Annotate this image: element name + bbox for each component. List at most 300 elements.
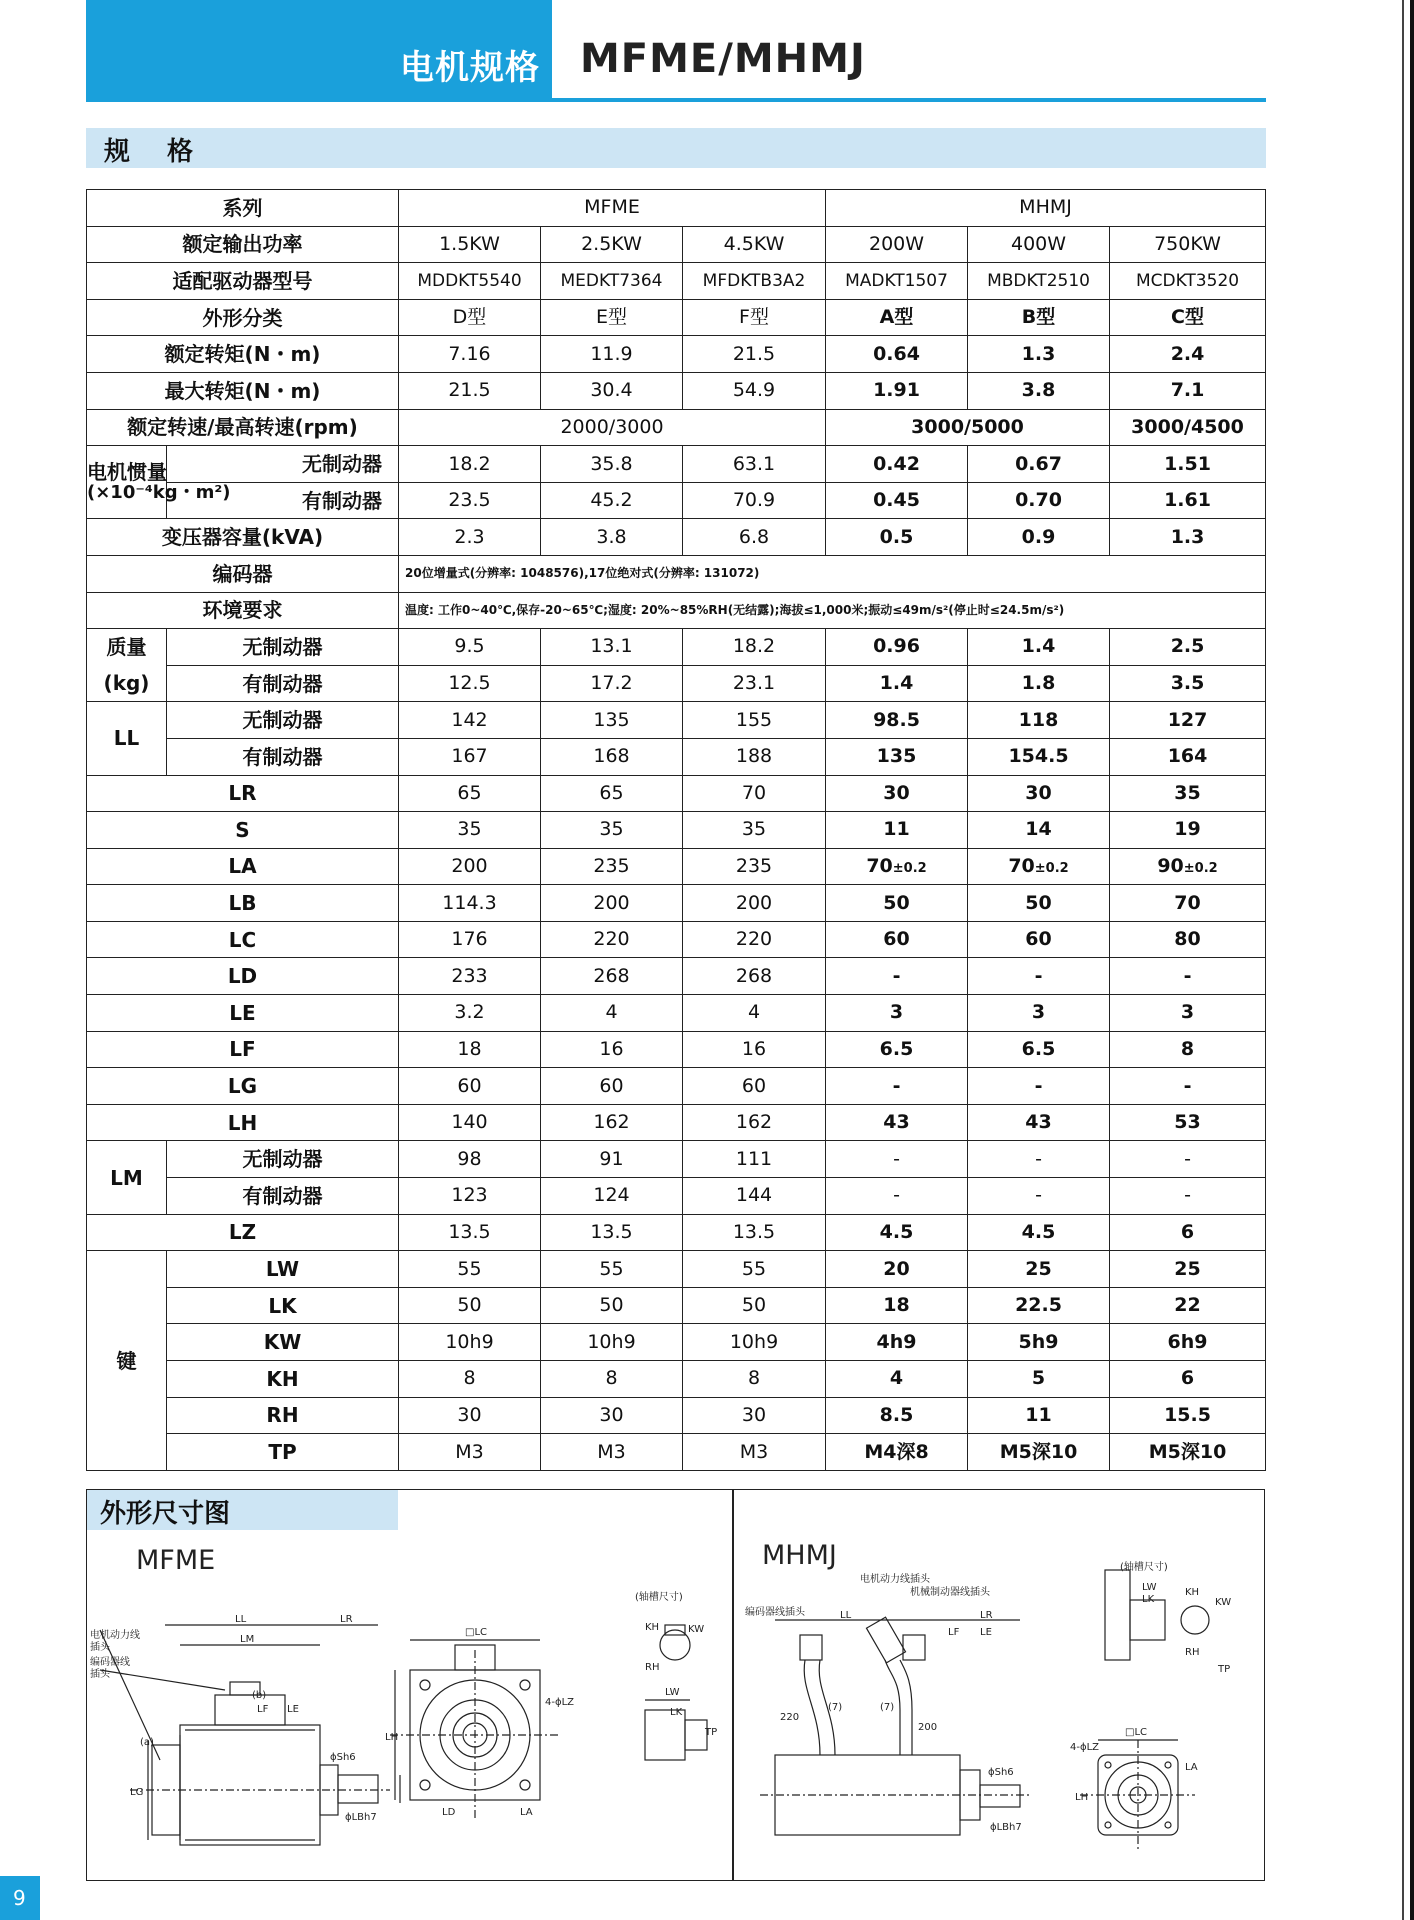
cell: 50 <box>399 1287 541 1324</box>
dimension-title: 外形尺寸图 <box>100 1499 231 1529</box>
mfme-cable1b: 插头 <box>90 1642 110 1653</box>
mhmj-cable3: 编码器线插头 <box>745 1607 805 1618</box>
mfme-lbl-lm: LM <box>240 1634 255 1645</box>
cell-label: 无制动器 <box>167 629 399 666</box>
mfme-lbl-lc: □LC <box>465 1627 488 1638</box>
page-title: 电机规格 <box>400 48 540 88</box>
model-title: MFME/MHMJ <box>580 36 866 82</box>
cell-label: RH <box>167 1397 399 1434</box>
dimension-rows <box>87 775 1266 1141</box>
mfme-lbl-lh: LH <box>385 1732 399 1743</box>
cell: 235 <box>683 848 826 885</box>
cell: 35 <box>399 812 541 849</box>
row-lm-wb <box>87 1178 1266 1215</box>
cell: 6h9 <box>1110 1324 1266 1361</box>
cell-label: 额定转矩(N・m) <box>87 336 399 373</box>
cell: 164 <box>1110 738 1266 775</box>
cell-label: 系列 <box>87 190 399 227</box>
cell: 750KW <box>1110 226 1266 263</box>
cell: 135 <box>541 702 683 739</box>
cell: 6.5 <box>968 1031 1110 1068</box>
mhmj-lbl-lf: LF <box>948 1627 960 1638</box>
cell-label: 额定输出功率 <box>87 226 399 263</box>
cell: - <box>826 1178 968 1215</box>
cell: 142 <box>399 702 541 739</box>
cell: 60 <box>541 1068 683 1105</box>
table-row <box>87 812 1266 849</box>
cell: 4 <box>826 1361 968 1398</box>
cell-label: 编码器 <box>87 555 399 592</box>
row-trans <box>87 519 1266 556</box>
table-row <box>87 1361 1266 1398</box>
cell: 4 <box>683 995 826 1032</box>
cell: 154.5 <box>968 738 1110 775</box>
cell: MCDKT3520 <box>1110 263 1266 300</box>
mhmj-drawing-label: MHMJ <box>762 1540 837 1571</box>
cell: 13.5 <box>683 1214 826 1251</box>
table-row <box>87 995 1266 1032</box>
cell: 1.3 <box>968 336 1110 373</box>
cell-label: 变压器容量(kVA) <box>87 519 399 556</box>
cell: 220 <box>683 921 826 958</box>
la-tolerance: ±0.2 <box>1183 861 1218 877</box>
cell-label: KH <box>167 1361 399 1398</box>
cell: 1.8 <box>968 665 1110 702</box>
row-lz <box>87 1214 1266 1251</box>
cell: - <box>968 958 1110 995</box>
cell: 4 <box>541 995 683 1032</box>
la-tolerance: ±0.2 <box>892 861 927 877</box>
cell: MFDKTB3A2 <box>683 263 826 300</box>
mfme-lbl-lg: LG <box>130 1787 144 1798</box>
cell-label: 适配驱动器型号 <box>87 263 399 300</box>
mhmj-cable2: 机械制动器线插头 <box>910 1587 990 1598</box>
cell: 17.2 <box>541 665 683 702</box>
cell-label: LC <box>87 921 399 958</box>
mfme-lbl-rh: RH <box>645 1662 660 1673</box>
cell: 3000/4500 <box>1110 409 1266 446</box>
row-lm-nb <box>87 1141 1266 1178</box>
row-inertia-wb <box>87 482 1266 519</box>
cell-label: LL <box>87 702 167 775</box>
table-row <box>87 1104 1266 1141</box>
cell: - <box>1110 1141 1266 1178</box>
mhmj-lbl-220: 220 <box>780 1712 800 1723</box>
cell-label: LF <box>87 1031 399 1068</box>
encoder-note: 20位增量式(分辨率: 1048576),17位绝对式(分辨率: 131072) <box>399 555 1266 592</box>
cell: 22 <box>1110 1287 1266 1324</box>
cell: - <box>1110 958 1266 995</box>
mhmj-dimension-drawing <box>740 1560 1260 1875</box>
la-value: 70 <box>1008 855 1035 878</box>
cell: 70 <box>683 775 826 812</box>
cell-label: 外形分类 <box>87 299 399 336</box>
cell: 1.3 <box>1110 519 1266 556</box>
cell: 25 <box>968 1251 1110 1288</box>
cell: 118 <box>968 702 1110 739</box>
row-mass-wb <box>87 665 1266 702</box>
env-note: 温度: 工作0~40℃,保存-20~65℃;湿度: 20%~85%RH(无结露);海拔≤1,000米;振动≤49m/s²(停止时≤24.5m/s²) <box>399 592 1266 629</box>
mass-label-1: 质量 <box>106 635 147 660</box>
cell: 0.67 <box>968 446 1110 483</box>
cell: C型 <box>1110 299 1266 336</box>
cell-label: LW <box>167 1251 399 1288</box>
cell: 11 <box>826 812 968 849</box>
cell: 50 <box>683 1287 826 1324</box>
cell: - <box>968 1141 1110 1178</box>
cell: 8.5 <box>826 1397 968 1434</box>
mfme-lbl-lk: LK <box>670 1707 683 1718</box>
mfme-lbl-lr: LR <box>340 1614 353 1625</box>
table-row <box>87 1068 1266 1105</box>
row-speed <box>87 409 1266 446</box>
cell: 8 <box>541 1361 683 1398</box>
cell: 6 <box>1110 1214 1266 1251</box>
cell: 10h9 <box>541 1324 683 1361</box>
mfme-lbl-le: LE <box>287 1704 299 1715</box>
cell: 0.96 <box>826 629 968 666</box>
cell: 162 <box>683 1104 826 1141</box>
table-row <box>87 921 1266 958</box>
page-number-tab <box>0 1876 40 1920</box>
mfme-lbl-lf: LF <box>257 1704 269 1715</box>
cell-label: LG <box>87 1068 399 1105</box>
mhmj-lbl-lh: LH <box>1075 1792 1089 1803</box>
cell-label <box>87 629 167 702</box>
cell: 2.3 <box>399 519 541 556</box>
cell: MEDKT7364 <box>541 263 683 300</box>
cell-label: LR <box>87 775 399 812</box>
mfme-drawing-label: MFME <box>136 1545 216 1576</box>
table-row <box>87 848 1266 885</box>
cell: - <box>968 1068 1110 1105</box>
cell: 70 <box>1110 885 1266 922</box>
cell: 19 <box>1110 812 1266 849</box>
cell: 5 <box>968 1361 1110 1398</box>
cell: 3.8 <box>968 372 1110 409</box>
mfme-lbl-kw: KW <box>688 1624 705 1635</box>
cell: 235 <box>541 848 683 885</box>
cell: 50 <box>826 885 968 922</box>
mfme-lbl-kh: KH <box>645 1622 660 1633</box>
cell-label: LB <box>87 885 399 922</box>
cell: 3 <box>968 995 1110 1032</box>
row-ll-nb <box>87 702 1266 739</box>
mhmj-lbl-lb: ϕLBh7 <box>990 1822 1022 1833</box>
la-tolerance: ±0.2 <box>1034 861 1069 877</box>
cell: 188 <box>683 738 826 775</box>
cell: - <box>826 1068 968 1105</box>
mfme-lbl-lw: LW <box>665 1687 680 1698</box>
section-bar <box>86 128 1266 168</box>
cell: 60 <box>683 1068 826 1105</box>
cell: 268 <box>683 958 826 995</box>
cell: - <box>826 958 968 995</box>
mfme-lbl-ld: LD <box>442 1807 456 1818</box>
mhmj-lbl-200: 200 <box>918 1722 938 1733</box>
cell-label: LH <box>87 1104 399 1141</box>
cell: 114.3 <box>399 885 541 922</box>
cell: 0.5 <box>826 519 968 556</box>
cell: - <box>968 1178 1110 1215</box>
mfme-cable1: 电机动力线 <box>90 1630 140 1641</box>
cell: E型 <box>541 299 683 336</box>
cell: 11.9 <box>541 336 683 373</box>
mhmj-lbl-s: ϕSh6 <box>988 1767 1014 1778</box>
cell: 18.2 <box>399 446 541 483</box>
row-torque <box>87 336 1266 373</box>
cell: 98 <box>399 1141 541 1178</box>
mfme-lbl-lb: ϕLBh7 <box>345 1812 377 1823</box>
mhmj-lbl-lc: □LC <box>1125 1727 1148 1738</box>
cell: 0.45 <box>826 482 968 519</box>
cell: 30 <box>826 775 968 812</box>
cell-label: LA <box>87 848 399 885</box>
series-mfme: MFME <box>399 190 826 227</box>
cell: 35 <box>683 812 826 849</box>
cell: 1.61 <box>1110 482 1266 519</box>
cell: 3.8 <box>541 519 683 556</box>
mfme-lbl-ll: LL <box>235 1614 247 1625</box>
cell: 12.5 <box>399 665 541 702</box>
cell: D型 <box>399 299 541 336</box>
cell: 1.5KW <box>399 226 541 263</box>
cell: 200W <box>826 226 968 263</box>
cell: 8 <box>399 1361 541 1398</box>
cell: 30 <box>683 1397 826 1434</box>
cell: 144 <box>683 1178 826 1215</box>
cell: 4.5 <box>826 1214 968 1251</box>
table-row <box>87 958 1266 995</box>
cell: 3 <box>826 995 968 1032</box>
table-row <box>87 1031 1266 1068</box>
cell: 70.9 <box>683 482 826 519</box>
spec-table <box>86 189 1266 1471</box>
mhmj-lbl-lw: LW <box>1142 1582 1157 1593</box>
section-title: 规 格 <box>104 137 208 167</box>
cell-label: 有制动器 <box>167 738 399 775</box>
cell-label: 额定转速/最高转速(rpm) <box>87 409 399 446</box>
cell: MBDKT2510 <box>968 263 1110 300</box>
cell-label: 无制动器 <box>167 702 399 739</box>
cell: 220 <box>541 921 683 958</box>
cell: 50 <box>968 885 1110 922</box>
cell: M3 <box>541 1434 683 1471</box>
cell: 0.64 <box>826 336 968 373</box>
cell: 13.5 <box>541 1214 683 1251</box>
cell: 8 <box>683 1361 826 1398</box>
cell: MDDKT5540 <box>399 263 541 300</box>
cell: 25 <box>1110 1251 1266 1288</box>
cell-label: LK <box>167 1287 399 1324</box>
cell: 135 <box>826 738 968 775</box>
cell-label: LM <box>87 1141 167 1214</box>
mfme-key-note: (轴槽尺寸) <box>635 1592 683 1603</box>
cell <box>826 848 968 885</box>
la-value: 90 <box>1157 855 1184 878</box>
cell: M3 <box>399 1434 541 1471</box>
cell: 140 <box>399 1104 541 1141</box>
cell: 3 <box>1110 995 1266 1032</box>
cell: 54.9 <box>683 372 826 409</box>
cell: 20 <box>826 1251 968 1288</box>
cell: 233 <box>399 958 541 995</box>
cell: B型 <box>968 299 1110 336</box>
cell: 1.4 <box>826 665 968 702</box>
row-env <box>87 592 1266 629</box>
cell: 7.16 <box>399 336 541 373</box>
mhmj-key-note: (轴槽尺寸) <box>1120 1562 1168 1573</box>
table-row <box>87 1287 1266 1324</box>
mhmj-lbl-kw: KW <box>1215 1597 1232 1608</box>
header-rule <box>86 98 1266 102</box>
cell: 30.4 <box>541 372 683 409</box>
cell: - <box>826 1141 968 1178</box>
cell: 18.2 <box>683 629 826 666</box>
mfme-dimension-drawing <box>90 1570 730 1875</box>
page-number: 9 <box>13 1886 26 1910</box>
cell-label: 无制动器 <box>167 1141 399 1178</box>
row-power <box>87 226 1266 263</box>
cell: 30 <box>541 1397 683 1434</box>
mfme-motor-body <box>180 1725 320 1845</box>
cell: 55 <box>683 1251 826 1288</box>
cell-label: 有制动器 <box>167 665 399 702</box>
mfme-lbl-b: (b) <box>252 1690 267 1701</box>
mfme-cable2b: 插头 <box>90 1669 110 1680</box>
cell-label: 有制动器 <box>167 1178 399 1215</box>
cell-label: S <box>87 812 399 849</box>
cell: 45.2 <box>541 482 683 519</box>
cell: 91 <box>541 1141 683 1178</box>
cell: 268 <box>541 958 683 995</box>
mhmj-lbl-lz: 4-ϕLZ <box>1070 1742 1099 1753</box>
mfme-lbl-tp: TP <box>705 1727 718 1738</box>
cell: 1.4 <box>968 629 1110 666</box>
row-series <box>87 190 1266 227</box>
mhmj-lbl-lr: LR <box>980 1610 993 1621</box>
cell: 21.5 <box>399 372 541 409</box>
cell: 155 <box>683 702 826 739</box>
cell: 162 <box>541 1104 683 1141</box>
cell: M3 <box>683 1434 826 1471</box>
cell: 13.5 <box>399 1214 541 1251</box>
cell: 2.5 <box>1110 629 1266 666</box>
cell: 168 <box>541 738 683 775</box>
cell: 2.5KW <box>541 226 683 263</box>
mfme-cable2: 编码器线 <box>90 1657 130 1668</box>
right-border-inner <box>1402 0 1404 1920</box>
cell: 80 <box>1110 921 1266 958</box>
cell: 124 <box>541 1178 683 1215</box>
cell: 3.2 <box>399 995 541 1032</box>
cell: 2000/3000 <box>399 409 826 446</box>
cell: 0.70 <box>968 482 1110 519</box>
cell: 4h9 <box>826 1324 968 1361</box>
right-border <box>1410 0 1414 1920</box>
cell: 53 <box>1110 1104 1266 1141</box>
cell: 200 <box>683 885 826 922</box>
row-ll-wb <box>87 738 1266 775</box>
mhmj-lbl-tp: TP <box>1218 1664 1231 1675</box>
cell: 18 <box>399 1031 541 1068</box>
row-driver <box>87 263 1266 300</box>
cell: 10h9 <box>399 1324 541 1361</box>
cell: 15.5 <box>1110 1397 1266 1434</box>
cell: 167 <box>399 738 541 775</box>
cell: 60 <box>968 921 1110 958</box>
cell-label: LE <box>87 995 399 1032</box>
mhmj-lbl-rh: RH <box>1185 1647 1200 1658</box>
cell: 8 <box>1110 1031 1266 1068</box>
cell: M5深10 <box>1110 1434 1266 1471</box>
cell: 176 <box>399 921 541 958</box>
table-row <box>87 1397 1266 1434</box>
table-row <box>87 885 1266 922</box>
cell: MADKT1507 <box>826 263 968 300</box>
cell-label: 有制动器 <box>167 482 399 519</box>
row-shape <box>87 299 1266 336</box>
cell: 3000/5000 <box>826 409 1110 446</box>
cell: 0.9 <box>968 519 1110 556</box>
row-maxtorque <box>87 372 1266 409</box>
cell: 21.5 <box>683 336 826 373</box>
mhmj-lbl-le: LE <box>980 1627 992 1638</box>
cell: 1.51 <box>1110 446 1266 483</box>
cell: 4.5 <box>968 1214 1110 1251</box>
cell: 127 <box>1110 702 1266 739</box>
cell: 1.91 <box>826 372 968 409</box>
cell: 9.5 <box>399 629 541 666</box>
row-mass-nb <box>87 629 1266 666</box>
table-row <box>87 775 1266 812</box>
cell: 35 <box>541 812 683 849</box>
cell-label: 最大转矩(N・m) <box>87 372 399 409</box>
cell: 60 <box>826 921 968 958</box>
cell: 14 <box>968 812 1110 849</box>
cell: 23.5 <box>399 482 541 519</box>
mfme-lbl-la: LA <box>520 1807 533 1818</box>
cell: 6.8 <box>683 519 826 556</box>
cell: 35 <box>1110 775 1266 812</box>
mfme-lbl-s: ϕSh6 <box>330 1752 356 1763</box>
mhmj-lbl-lk: LK <box>1142 1594 1155 1605</box>
table-row <box>87 1324 1266 1361</box>
cell: 123 <box>399 1178 541 1215</box>
cell: 6.5 <box>826 1031 968 1068</box>
cell: 0.42 <box>826 446 968 483</box>
cell: 23.1 <box>683 665 826 702</box>
cell: 111 <box>683 1141 826 1178</box>
cell: 16 <box>541 1031 683 1068</box>
key-rows <box>87 1251 1266 1471</box>
series-mhmj: MHMJ <box>826 190 1266 227</box>
table-row <box>87 1251 1266 1288</box>
cell: 2.4 <box>1110 336 1266 373</box>
cell: M5深10 <box>968 1434 1110 1471</box>
la-value: 70 <box>866 855 893 878</box>
mass-label-2: (kg) <box>103 671 150 696</box>
cell: - <box>1110 1068 1266 1105</box>
inertia-label-1: 电机惯量 <box>87 460 167 485</box>
cell-label <box>87 446 231 519</box>
mhmj-lbl-kh: KH <box>1185 1587 1200 1598</box>
cell <box>968 848 1110 885</box>
cell: 43 <box>968 1104 1110 1141</box>
cell: 18 <box>826 1287 968 1324</box>
cell: F型 <box>683 299 826 336</box>
cell: 400W <box>968 226 1110 263</box>
